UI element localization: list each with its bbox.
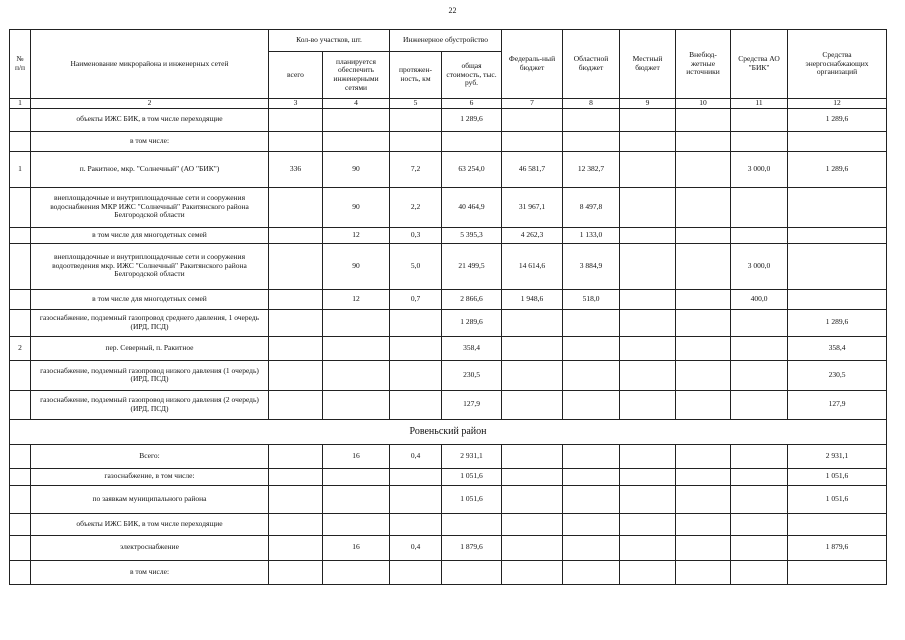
cell-energy: 230,5 — [788, 360, 887, 390]
cell-cost: 40 464,9 — [442, 187, 502, 227]
cell-bik — [731, 227, 788, 243]
cell-offbudget — [676, 390, 731, 419]
cell-length — [390, 336, 442, 360]
cell-length — [390, 390, 442, 419]
cell-planned: 90 — [323, 151, 390, 187]
cell-length: 0,3 — [390, 227, 442, 243]
cell-total — [269, 390, 323, 419]
cell-length: 7,2 — [390, 151, 442, 187]
cell-energy — [788, 289, 887, 309]
cell-n — [10, 468, 31, 485]
cell-federal — [502, 131, 563, 151]
cell-local — [620, 336, 676, 360]
cell-federal — [502, 513, 563, 535]
cell-planned: 16 — [323, 535, 390, 560]
cell-length: 5,0 — [390, 243, 442, 289]
cell-regional — [563, 513, 620, 535]
cell-name: п. Ракитное, мкр. "Солнечный" (АО "БИК") — [31, 151, 269, 187]
column-number: 2 — [31, 99, 269, 109]
header-engineering-group: Инженерное обустройство — [390, 30, 502, 52]
cell-total — [269, 131, 323, 151]
cell-total — [269, 560, 323, 584]
cell-energy — [788, 187, 887, 227]
cell-energy — [788, 243, 887, 289]
cell-cost: 1 051,6 — [442, 468, 502, 485]
cell-local — [620, 289, 676, 309]
cell-energy — [788, 560, 887, 584]
cell-cost: 63 254,0 — [442, 151, 502, 187]
table-row — [10, 360, 887, 390]
cell-n: 1 — [10, 151, 31, 187]
table-body-rovenki — [10, 444, 887, 584]
header-plots-planned: планируется обеспечить инженерными сетями — [323, 52, 390, 99]
cell-offbudget — [676, 108, 731, 131]
cell-regional — [563, 535, 620, 560]
cell-federal — [502, 468, 563, 485]
cell-bik — [731, 336, 788, 360]
cell-cost: 358,4 — [442, 336, 502, 360]
cell-regional — [563, 108, 620, 131]
cell-bik: 3 000,0 — [731, 151, 788, 187]
cell-planned — [323, 560, 390, 584]
cell-energy: 1 051,6 — [788, 468, 887, 485]
cell-cost: 21 499,5 — [442, 243, 502, 289]
cell-federal — [502, 336, 563, 360]
cell-length — [390, 485, 442, 513]
cell-regional — [563, 560, 620, 584]
header-energy: Средства энергоснабжающих организаций — [788, 30, 887, 99]
table-row — [10, 390, 887, 419]
cell-name: внеплощадочные и внутриплощадочные сети и сооружения водоснабжения МКР ИЖС "Солнечный" Ракитянского района Белгородской области — [31, 187, 269, 227]
cell-length: 0,4 — [390, 444, 442, 468]
cell-federal — [502, 535, 563, 560]
cell-local — [620, 360, 676, 390]
cell-offbudget — [676, 444, 731, 468]
cell-total — [269, 243, 323, 289]
cell-name: внеплощадочные и внутриплощадочные сети и сооружения водоотведения мкр. ИЖС "Солнечный" Ракитянского района Белгородской области — [31, 243, 269, 289]
cell-name: в том числе: — [31, 131, 269, 151]
cell-n — [10, 535, 31, 560]
cell-regional — [563, 360, 620, 390]
cell-name: газоснабжение, подземный газопровод низкого давления (2 очередь) (ИРД, ПСД) — [31, 390, 269, 419]
table-row — [10, 560, 887, 584]
cell-total — [269, 513, 323, 535]
cell-name: в том числе: — [31, 560, 269, 584]
cell-regional — [563, 390, 620, 419]
cell-energy: 358,4 — [788, 336, 887, 360]
column-number: 9 — [620, 99, 676, 109]
cell-offbudget — [676, 187, 731, 227]
cell-federal: 14 614,6 — [502, 243, 563, 289]
cell-cost: 2 866,6 — [442, 289, 502, 309]
cell-regional: 8 497,8 — [563, 187, 620, 227]
cell-n — [10, 131, 31, 151]
cell-regional: 518,0 — [563, 289, 620, 309]
table-row — [10, 151, 887, 187]
cell-bik — [731, 513, 788, 535]
cell-total — [269, 187, 323, 227]
cell-bik — [731, 468, 788, 485]
cell-bik — [731, 187, 788, 227]
cell-regional: 3 884,9 — [563, 243, 620, 289]
cell-n — [10, 309, 31, 336]
cell-total — [269, 289, 323, 309]
cell-local — [620, 309, 676, 336]
cell-total — [269, 444, 323, 468]
cell-planned — [323, 131, 390, 151]
header-offbudget: Внебюд-жетные источники — [676, 30, 731, 99]
page-number: 22 — [448, 6, 457, 15]
cell-cost: 1 289,6 — [442, 309, 502, 336]
header-num: № п/п — [10, 30, 31, 99]
cell-total — [269, 309, 323, 336]
table-row — [10, 309, 887, 336]
cell-offbudget — [676, 468, 731, 485]
cell-local — [620, 513, 676, 535]
cell-length: 0,4 — [390, 535, 442, 560]
cell-planned — [323, 360, 390, 390]
cell-n — [10, 360, 31, 390]
cell-cost: 2 931,1 — [442, 444, 502, 468]
table-row — [10, 444, 887, 468]
cell-planned — [323, 468, 390, 485]
table-row — [10, 108, 887, 131]
cell-federal: 46 581,7 — [502, 151, 563, 187]
cell-planned — [323, 309, 390, 336]
cell-cost — [442, 513, 502, 535]
table-row — [10, 485, 887, 513]
cell-federal: 4 262,3 — [502, 227, 563, 243]
cell-local — [620, 187, 676, 227]
cell-n — [10, 227, 31, 243]
table-row — [10, 227, 887, 243]
cell-cost: 1 051,6 — [442, 485, 502, 513]
cell-bik — [731, 131, 788, 151]
cell-federal: 31 967,1 — [502, 187, 563, 227]
cell-bik — [731, 360, 788, 390]
cell-bik — [731, 444, 788, 468]
header-name: Наименование микрорайона и инженерных сетей — [31, 30, 269, 99]
cell-planned — [323, 108, 390, 131]
cell-planned: 90 — [323, 187, 390, 227]
column-number: 8 — [563, 99, 620, 109]
cell-n — [10, 444, 31, 468]
cell-bik — [731, 560, 788, 584]
cell-name: объекты ИЖС БИК, в том числе переходящие — [31, 108, 269, 131]
cell-offbudget — [676, 336, 731, 360]
cell-total: 336 — [269, 151, 323, 187]
cell-total — [269, 485, 323, 513]
table-row — [10, 243, 887, 289]
cell-energy: 1 289,6 — [788, 108, 887, 131]
cell-n — [10, 513, 31, 535]
cell-local — [620, 468, 676, 485]
cell-offbudget — [676, 243, 731, 289]
cell-regional — [563, 485, 620, 513]
cell-federal — [502, 444, 563, 468]
cell-planned — [323, 390, 390, 419]
header-regional: Областной бюджет — [563, 30, 620, 99]
header-length: протяжен-ность, км — [390, 52, 442, 99]
cell-cost: 5 395,3 — [442, 227, 502, 243]
section-title: Ровеньский район — [10, 419, 887, 444]
cell-offbudget — [676, 513, 731, 535]
cell-length — [390, 560, 442, 584]
cell-length — [390, 131, 442, 151]
cell-cost — [442, 560, 502, 584]
cell-planned: 90 — [323, 243, 390, 289]
investment-table — [9, 29, 887, 585]
header-local: Местный бюджет — [620, 30, 676, 99]
cell-planned: 16 — [323, 444, 390, 468]
cell-local — [620, 560, 676, 584]
cell-energy — [788, 131, 887, 151]
table-row — [10, 187, 887, 227]
cell-length: 0,7 — [390, 289, 442, 309]
cell-total — [269, 360, 323, 390]
cell-regional — [563, 309, 620, 336]
column-number: 6 — [442, 99, 502, 109]
cell-federal — [502, 108, 563, 131]
cell-offbudget — [676, 151, 731, 187]
cell-name: газоснабжение, подземный газопровод низкого давления (1 очередь) (ИРД, ПСД) — [31, 360, 269, 390]
cell-local — [620, 227, 676, 243]
cell-n — [10, 187, 31, 227]
cell-name: в том числе для многодетных семей — [31, 227, 269, 243]
cell-bik: 400,0 — [731, 289, 788, 309]
cell-regional — [563, 444, 620, 468]
cell-bik — [731, 535, 788, 560]
cell-local — [620, 390, 676, 419]
header-plots-group: Кол-во участков, шт. — [269, 30, 390, 52]
cell-local — [620, 151, 676, 187]
cell-energy: 1 289,6 — [788, 151, 887, 187]
cell-bik — [731, 108, 788, 131]
cell-cost: 1 879,6 — [442, 535, 502, 560]
cell-offbudget — [676, 560, 731, 584]
cell-regional: 1 133,0 — [563, 227, 620, 243]
cell-energy — [788, 513, 887, 535]
cell-energy: 1 051,6 — [788, 485, 887, 513]
cell-offbudget — [676, 360, 731, 390]
cell-offbudget — [676, 485, 731, 513]
cell-cost — [442, 131, 502, 151]
cell-total — [269, 227, 323, 243]
cell-federal — [502, 485, 563, 513]
cell-planned — [323, 513, 390, 535]
column-number: 4 — [323, 99, 390, 109]
cell-bik — [731, 390, 788, 419]
cell-federal — [502, 560, 563, 584]
column-number: 7 — [502, 99, 563, 109]
cell-local — [620, 108, 676, 131]
column-number: 5 — [390, 99, 442, 109]
column-number: 11 — [731, 99, 788, 109]
table-row — [10, 336, 887, 360]
header-bik: Средства АО "БИК" — [731, 30, 788, 99]
cell-federal — [502, 309, 563, 336]
table-row — [10, 131, 887, 151]
column-number: 12 — [788, 99, 887, 109]
column-number: 10 — [676, 99, 731, 109]
cell-energy: 1 289,6 — [788, 309, 887, 336]
cell-total — [269, 108, 323, 131]
cell-name: пер. Северный, п. Ракитное — [31, 336, 269, 360]
cell-name: по заявкам муниципального района — [31, 485, 269, 513]
cell-bik — [731, 485, 788, 513]
cell-regional: 12 382,7 — [563, 151, 620, 187]
cell-n — [10, 289, 31, 309]
cell-total — [269, 336, 323, 360]
cell-length — [390, 108, 442, 131]
cell-n — [10, 485, 31, 513]
cell-bik: 3 000,0 — [731, 243, 788, 289]
cell-energy: 127,9 — [788, 390, 887, 419]
cell-n — [10, 108, 31, 131]
cell-total — [269, 468, 323, 485]
cell-offbudget — [676, 227, 731, 243]
cell-energy: 2 931,1 — [788, 444, 887, 468]
cell-offbudget — [676, 289, 731, 309]
cell-planned — [323, 485, 390, 513]
cell-local — [620, 243, 676, 289]
cell-cost: 1 289,6 — [442, 108, 502, 131]
cell-name: в том числе для многодетных семей — [31, 289, 269, 309]
cell-local — [620, 535, 676, 560]
cell-cost: 230,5 — [442, 360, 502, 390]
cell-n — [10, 560, 31, 584]
cell-offbudget — [676, 131, 731, 151]
cell-length: 2,2 — [390, 187, 442, 227]
cell-local — [620, 444, 676, 468]
cell-local — [620, 485, 676, 513]
cell-name: газоснабжение, подземный газопровод среднего давления, 1 очередь (ИРД, ПСД) — [31, 309, 269, 336]
cell-name: электроснабжение — [31, 535, 269, 560]
cell-federal — [502, 360, 563, 390]
cell-planned: 12 — [323, 227, 390, 243]
cell-name: объекты ИЖС БИК, в том числе переходящие — [31, 513, 269, 535]
cell-length — [390, 468, 442, 485]
table-row — [10, 513, 887, 535]
cell-cost: 127,9 — [442, 390, 502, 419]
header-cost: общая стоимость, тыс. руб. — [442, 52, 502, 99]
cell-length — [390, 360, 442, 390]
cell-offbudget — [676, 309, 731, 336]
header-federal: Федераль-ный бюджет — [502, 30, 563, 99]
cell-offbudget — [676, 535, 731, 560]
header-plots-total: всего — [269, 52, 323, 99]
cell-total — [269, 535, 323, 560]
cell-energy: 1 879,6 — [788, 535, 887, 560]
cell-federal — [502, 390, 563, 419]
cell-regional — [563, 468, 620, 485]
column-number: 1 — [10, 99, 31, 109]
cell-length — [390, 309, 442, 336]
cell-n: 2 — [10, 336, 31, 360]
cell-regional — [563, 336, 620, 360]
cell-regional — [563, 131, 620, 151]
table-body-rakitnoye — [10, 108, 887, 419]
cell-name: газоснабжение, в том числе: — [31, 468, 269, 485]
cell-federal: 1 948,6 — [502, 289, 563, 309]
column-number-row — [10, 99, 887, 109]
cell-planned: 12 — [323, 289, 390, 309]
cell-local — [620, 131, 676, 151]
cell-n — [10, 390, 31, 419]
table-row — [10, 468, 887, 485]
cell-planned — [323, 336, 390, 360]
column-number: 3 — [269, 99, 323, 109]
cell-n — [10, 243, 31, 289]
cell-name: Всего: — [31, 444, 269, 468]
table-row — [10, 535, 887, 560]
cell-bik — [731, 309, 788, 336]
table-row — [10, 289, 887, 309]
cell-length — [390, 513, 442, 535]
cell-energy — [788, 227, 887, 243]
